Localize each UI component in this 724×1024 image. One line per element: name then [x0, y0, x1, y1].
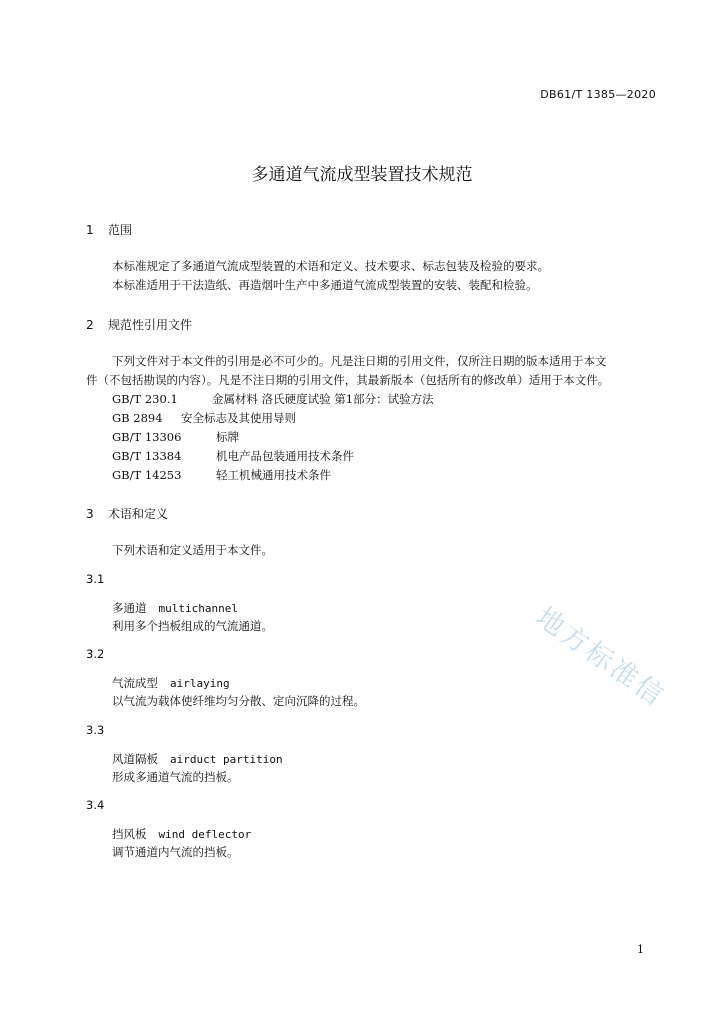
reference-name: 金属材料 洛氏硬度试验 第1部分：试验方法: [212, 392, 434, 406]
section-2-heading: [86, 316, 192, 333]
reference-name: 安全标志及其使用导则: [181, 411, 296, 425]
section-title: 范围: [108, 223, 133, 237]
section-3-heading: [86, 505, 168, 522]
term-en: airlaying: [170, 677, 230, 690]
term-number: 3.1: [86, 572, 105, 586]
reference-item: [112, 410, 296, 426]
term-en: wind deflector: [158, 828, 252, 841]
reference-name: 机电产品包装通用技术条件: [216, 449, 354, 463]
section-title: 术语和定义: [108, 507, 169, 521]
watermark: 地方标准信: [530, 601, 671, 714]
term-entry: [112, 826, 251, 842]
section-title: 规范性引用文件: [108, 318, 193, 332]
reference-code: GB/T 230.1: [112, 392, 178, 406]
term-en: multichannel: [158, 602, 238, 615]
reference-item: [112, 429, 239, 445]
term-definition: 以气流为载体使纤维均匀分散、定向沉降的过程。: [112, 694, 365, 708]
paragraph: 下列文件对于本文件的引用是必不可少的。凡是注日期的引用文件，仅所注日期的版本适用于本文: [112, 354, 607, 368]
page-number: 1: [637, 943, 644, 956]
section-number: 2: [86, 318, 94, 332]
reference-item: [112, 391, 434, 407]
term-number: 3.4: [86, 798, 105, 812]
section-1-heading: [86, 221, 132, 238]
paragraph: 本标准适用于干法造纸、再造烟叶生产中多通道气流成型装置的安装、装配和检验。: [112, 278, 538, 292]
page-title: 多通道气流成型装置技术规范: [251, 165, 473, 185]
term-number: 3.2: [86, 647, 105, 661]
term-entry: [112, 675, 230, 691]
term-definition: 利用多个挡板组成的气流通道。: [112, 619, 273, 633]
reference-item: [112, 448, 354, 464]
section-number: 3: [86, 507, 94, 521]
reference-code: GB/T 13384: [112, 449, 182, 463]
term-zh: 挡风板: [112, 827, 147, 841]
term-zh: 气流成型: [112, 676, 158, 690]
term-definition: 形成多通道气流的挡板。: [112, 770, 239, 784]
reference-name: 标牌: [216, 430, 239, 444]
term-en: airduct partition: [170, 753, 283, 766]
paragraph: 本标准规定了多通道气流成型装置的术语和定义、技术要求、标志包装及检验的要求。: [112, 259, 549, 273]
reference-code: GB 2894: [112, 411, 163, 425]
paragraph: 下列术语和定义适用于本文件。: [112, 543, 273, 557]
reference-name: 轻工机械通用技术条件: [216, 468, 331, 482]
term-definition: 调节通道内气流的挡板。: [112, 845, 239, 859]
term-zh: 多通道: [112, 601, 147, 615]
term-zh: 风道隔板: [112, 752, 158, 766]
term-entry: [112, 751, 283, 767]
reference-item: [112, 467, 331, 483]
section-number: 1: [86, 223, 94, 237]
term-number: 3.3: [86, 723, 105, 737]
document-number: DB61/T 1385—2020: [540, 88, 656, 101]
reference-code: GB/T 14253: [112, 468, 182, 482]
term-entry: [112, 600, 238, 616]
paragraph: 件（不包括勘误的内容）。凡是不注日期的引用文件，其最新版本（包括所有的修改单）适用于本文件。: [86, 373, 610, 387]
reference-code: GB/T 13306: [112, 430, 182, 444]
